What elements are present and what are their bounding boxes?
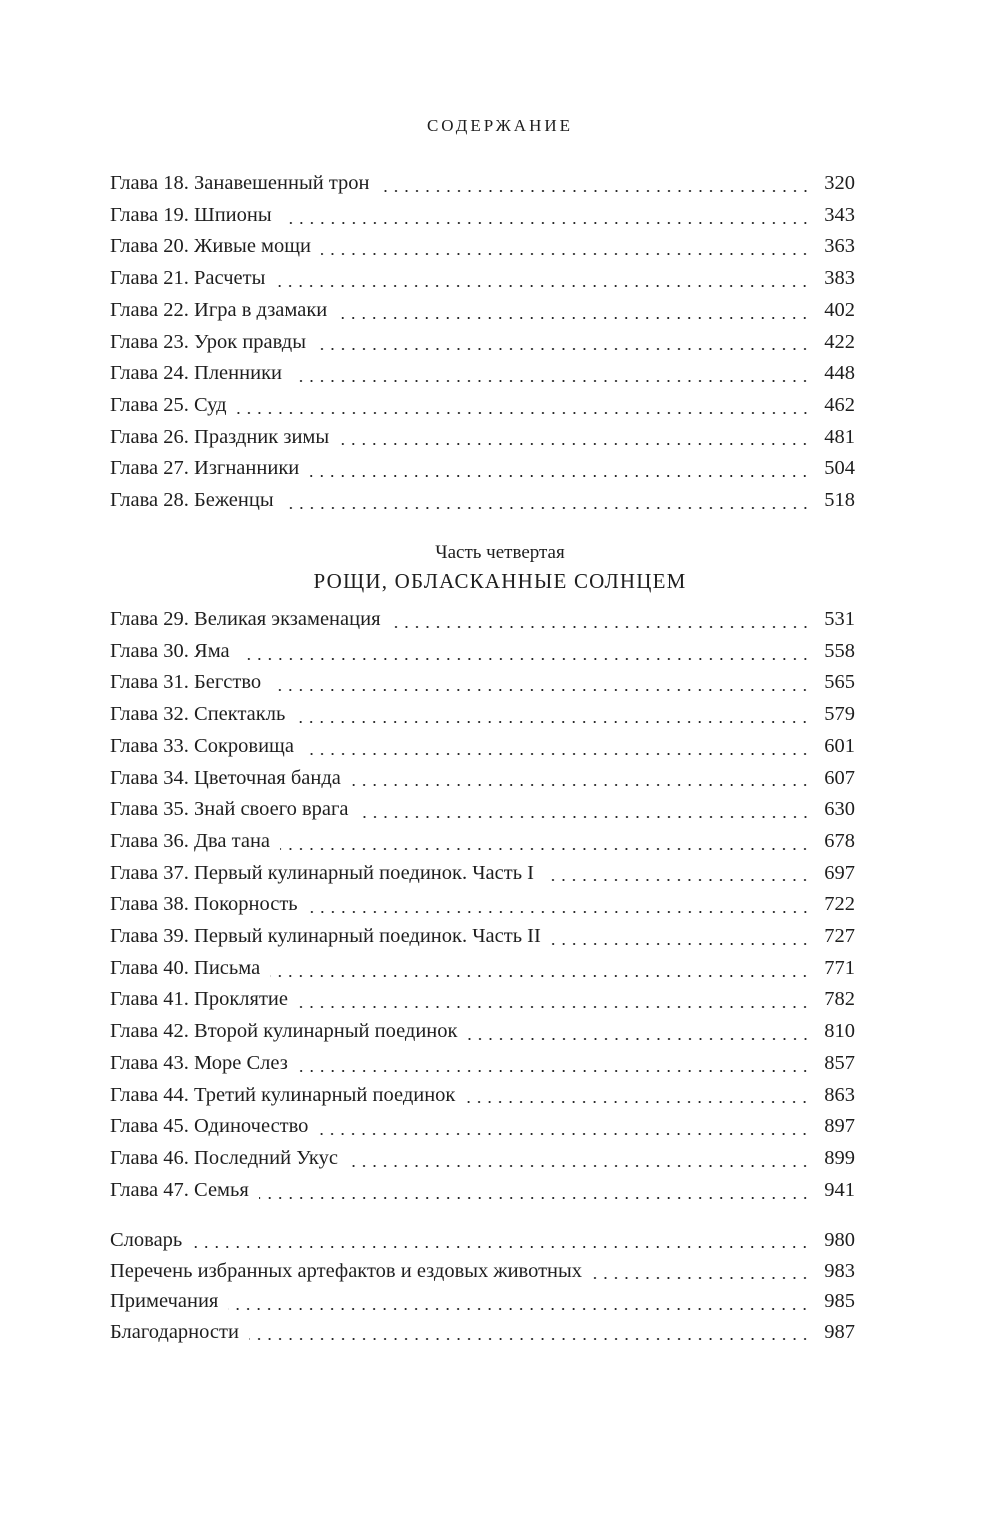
toc-entry-title: Глава 47. Семья — [110, 1178, 249, 1201]
toc-entry-page: 941 — [824, 1178, 855, 1201]
toc-entry-title: Глава 21. Расчеты — [110, 267, 266, 290]
toc-entry — [110, 1286, 855, 1317]
toc-entry-page: 481 — [824, 425, 855, 448]
toc-entry-title: Глава 42. Второй кулинарный поединок — [110, 1020, 458, 1043]
toc-entry-page: 899 — [824, 1146, 855, 1169]
toc-entry-page: 857 — [824, 1051, 855, 1074]
toc-entry-page: 630 — [824, 798, 855, 821]
part-title: РОЩИ, ОБЛАСКАННЫЕ СОЛНЦЕМ — [313, 569, 687, 593]
toc-entry-page: 782 — [824, 988, 855, 1011]
toc-entry-title: Глава 45. Одиночество — [110, 1115, 309, 1138]
dot-leader — [284, 507, 811, 509]
toc-entry-page: 448 — [824, 362, 855, 385]
toc-entry — [110, 1080, 855, 1112]
toc-entry-page: 987 — [824, 1321, 855, 1344]
dot-leader — [380, 190, 811, 192]
toc-entry-title: Глава 20. Живые мощи — [110, 235, 312, 258]
toc-entry — [110, 1317, 855, 1348]
toc-entry — [110, 699, 855, 731]
toc-entry — [110, 826, 855, 858]
toc-entry-title: Глава 23. Урок правды — [110, 330, 307, 353]
dot-leader — [249, 1338, 810, 1340]
dot-leader — [592, 1277, 810, 1279]
toc-entry — [110, 763, 855, 795]
toc-entry-title: Глава 31. Бегство — [110, 671, 262, 694]
dot-leader — [275, 285, 810, 287]
toc-entry — [110, 1143, 855, 1175]
dot-leader — [391, 626, 811, 628]
toc-entry-title: Глава 43. Море Слез — [110, 1051, 288, 1074]
dot-leader — [237, 412, 811, 414]
toc-entry — [110, 390, 855, 422]
dot-leader — [298, 1006, 810, 1008]
toc-entry — [110, 1048, 855, 1080]
dot-leader — [551, 943, 810, 945]
toc-entry-title: Глава 36. Два тана — [110, 829, 271, 852]
toc-entry-page: 771 — [824, 956, 855, 979]
dot-leader — [280, 848, 810, 850]
toc-entry-title: Глава 27. Изгнанники — [110, 457, 300, 480]
toc-entry-page: 678 — [824, 829, 855, 852]
toc-entry — [110, 953, 855, 985]
toc-entry — [110, 263, 855, 295]
toc-entry-page: 363 — [824, 235, 855, 258]
toc-entry — [110, 485, 855, 517]
toc-list-backmatter — [110, 1225, 855, 1348]
toc-entry-page: 462 — [824, 393, 855, 416]
toc-entry-title: Глава 19. Шпионы — [110, 203, 272, 226]
toc-entry — [110, 200, 855, 232]
toc-entry-page: 810 — [824, 1020, 855, 1043]
toc-entry-page: 383 — [824, 267, 855, 290]
toc-entry-title: Глава 46. Последний Укус — [110, 1146, 338, 1169]
toc-entry-page: 320 — [824, 172, 855, 194]
toc-entry — [110, 358, 855, 390]
toc-entry-title: Глава 39. Первый кулинарный поединок. Часть II — [110, 925, 541, 948]
toc-entry-title: Глава 32. Спектакль — [110, 703, 286, 726]
toc-entry-title: Глава 28. Беженцы — [110, 489, 274, 512]
toc-entry — [110, 604, 855, 636]
toc-entry — [110, 636, 855, 668]
dot-leader — [259, 1197, 810, 1199]
toc-entry-title: Глава 18. Занавешенный трон — [110, 172, 370, 194]
running-head: СОДЕРЖАНИЕ — [426, 116, 574, 135]
toc-entry-page: 983 — [824, 1259, 855, 1282]
toc-entry-page: 722 — [824, 893, 855, 916]
dot-leader — [228, 1308, 810, 1310]
toc-list-part3 — [110, 168, 855, 517]
toc-entry-title: Глава 24. Пленники — [110, 362, 282, 385]
toc-entry — [110, 295, 855, 327]
dot-leader — [308, 911, 811, 913]
toc-entry-page: 697 — [824, 861, 855, 884]
toc-entry-page: 985 — [824, 1290, 855, 1313]
dot-leader — [270, 975, 810, 977]
toc-entry — [110, 921, 855, 953]
dot-leader — [468, 1038, 811, 1040]
dot-leader — [316, 348, 810, 350]
toc-entry-page: 558 — [824, 639, 855, 662]
toc-entry-title: Глава 35. Знай своего врага — [110, 798, 349, 821]
toc-entry-title: Примечания — [110, 1290, 219, 1313]
toc-entry-page: 504 — [824, 457, 855, 480]
toc-entry-title: Глава 29. Великая экзаменация — [110, 608, 381, 630]
dot-leader — [544, 879, 810, 881]
toc-entry-page: 565 — [824, 671, 855, 694]
toc-entry — [110, 858, 855, 890]
dot-leader — [318, 1133, 810, 1135]
toc-entry-page: 579 — [824, 703, 855, 726]
toc-entry-title: Глава 38. Покорность — [110, 893, 298, 916]
toc-entry-page: 601 — [824, 734, 855, 757]
toc-entry-page: 402 — [824, 298, 855, 321]
toc-entry — [110, 168, 855, 200]
toc-entry — [110, 1111, 855, 1143]
toc-entry — [110, 984, 855, 1016]
toc-entry — [110, 422, 855, 454]
toc-list-part4 — [110, 604, 855, 1206]
toc-entry-title: Перечень избранных артефактов и ездовых животных — [110, 1259, 583, 1282]
dot-leader — [321, 253, 810, 255]
dot-leader — [298, 1070, 810, 1072]
toc-entry-title: Глава 44. Третий кулинарный поединок — [110, 1083, 456, 1106]
toc-entry-title: Глава 33. Сокровища — [110, 734, 294, 757]
toc-entry-title: Глава 34. Цветочная банда — [110, 766, 341, 789]
dot-leader — [192, 1246, 810, 1248]
toc-entry-page: 727 — [824, 925, 855, 948]
toc-entry-page: 897 — [824, 1115, 855, 1138]
toc-entry-page: 863 — [824, 1083, 855, 1106]
dot-leader — [271, 689, 810, 691]
toc-entry — [110, 1175, 855, 1207]
toc-entry-title: Глава 22. Игра в дзамаки — [110, 298, 328, 321]
toc-entry — [110, 327, 855, 359]
dot-leader — [337, 317, 810, 319]
toc-entry-page: 531 — [824, 608, 855, 630]
toc-entry-page: 980 — [824, 1229, 855, 1251]
part-label: Часть четвертая — [435, 542, 565, 563]
toc-entry-page: 518 — [824, 489, 855, 512]
dot-leader — [309, 475, 810, 477]
dot-leader — [348, 1165, 810, 1167]
toc-entry — [110, 731, 855, 763]
dot-leader — [282, 222, 811, 224]
toc-entry — [110, 453, 855, 485]
toc-entry-title: Глава 41. Проклятие — [110, 988, 288, 1011]
dot-leader — [359, 816, 811, 818]
toc-entry-title: Глава 30. Яма — [110, 639, 230, 662]
toc-entry — [110, 889, 855, 921]
toc-entry-title: Глава 25. Суд — [110, 393, 227, 416]
dot-leader — [240, 658, 811, 660]
dot-leader — [292, 380, 810, 382]
toc-entry — [110, 667, 855, 699]
toc-entry — [110, 231, 855, 263]
toc-entry-title: Глава 40. Письма — [110, 956, 261, 979]
toc-entry-title: Глава 26. Праздник зимы — [110, 425, 330, 448]
toc-entry-title: Словарь — [110, 1229, 183, 1251]
toc-entry — [110, 1016, 855, 1048]
dot-leader — [465, 1101, 810, 1103]
toc-entry-page: 343 — [824, 203, 855, 226]
part-heading — [0, 540, 1000, 596]
dot-leader — [295, 721, 810, 723]
toc-entry — [110, 1225, 855, 1256]
dot-leader — [351, 784, 810, 786]
toc-entry — [110, 794, 855, 826]
toc-entry-page: 422 — [824, 330, 855, 353]
toc-entry-title: Глава 37. Первый кулинарный поединок. Часть I — [110, 861, 535, 884]
toc-entry — [110, 1256, 855, 1287]
toc-entry-title: Благодарности — [110, 1321, 239, 1344]
dot-leader — [304, 753, 810, 755]
toc-entry-page: 607 — [824, 766, 855, 789]
dot-leader — [339, 443, 810, 445]
